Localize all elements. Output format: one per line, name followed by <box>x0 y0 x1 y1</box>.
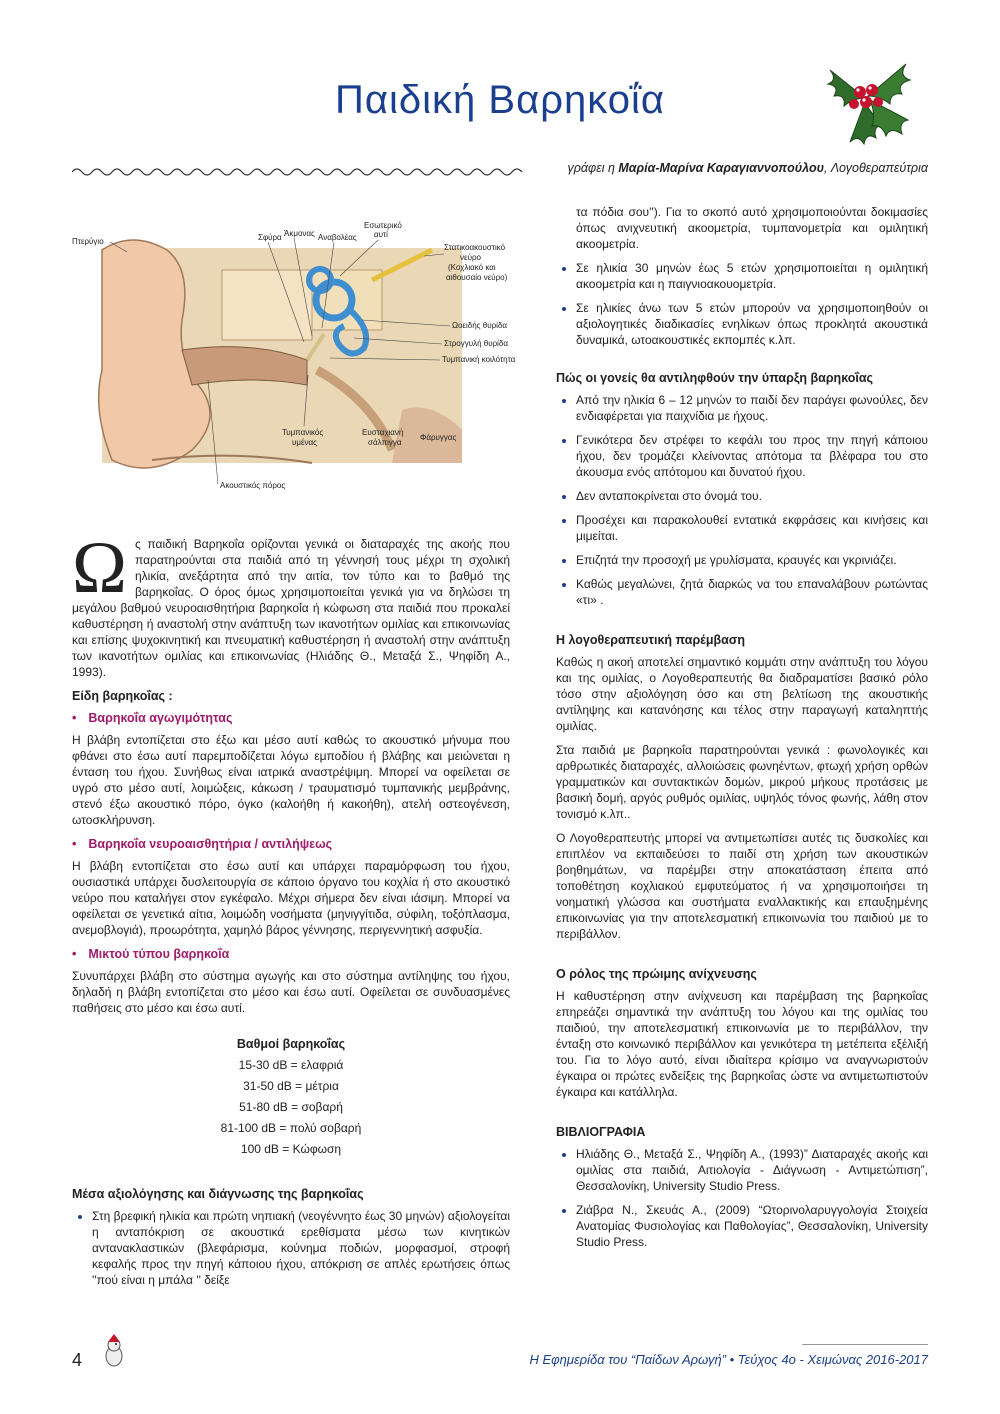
grades-heading: Βαθμοί βαρηκοΐας <box>236 1037 346 1051</box>
means-list-cont <box>556 260 928 348</box>
bibliography-heading: ΒΙΒΛΙΟΓΡΑΦΙΑ <box>556 1125 646 1139</box>
page-footer <box>72 1340 928 1380</box>
parents-heading: Πώς οι γονείς θα αντιληφθούν την ύπαρξη βαρηκοΐας <box>556 371 874 385</box>
type3-text: Συνυπάρχει βλάβη στο σύστημα αγωγής και στο σύστημα αντίληψης του ήχου, δηλαδή η βλάβη εντοπίζεται στο μέσο και έσω αυτί. Οφείλεται σε συνδυασμένες παθήσεις στο μέσο και έσω αυτί. <box>72 969 510 1015</box>
type2-title: • Βαρηκοΐα νευροαισθητήρια / αντιλήψεως <box>72 836 510 852</box>
label-inner-ear-1: Εσωτερικό <box>364 221 402 230</box>
early-detection-heading: Ο ρόλος της πρώιμης ανίχνευσης <box>556 967 757 981</box>
means-list <box>72 1208 510 1288</box>
footer-publication: Η Εφημερίδα του “Παίδων Αρωγή” • Τεύχος 4ο - Χειμώνας 2016-2017 <box>529 1352 928 1367</box>
footer-rule <box>802 1344 928 1345</box>
label-malleus: Αναβολέας <box>318 233 357 242</box>
label-nerve-3: (Κοχλιακό και <box>448 263 496 272</box>
grade-item: 51-80 dB = σοβαρή <box>239 1100 343 1114</box>
left-column <box>72 527 510 1296</box>
type2-text: Η βλάβη εντοπίζεται στο έσω αυτί και υπάρχει παραμόρφωση του ήχου, ουσιαστικά υπάρχει δυσλειτουργία σε κάποιο όργανο του κοχλία ή στο ακουστικό νεύρο που καταλήγει στον εγκέφαλο. Μέχρι σήμερα δεν είναι ιάσιμη. Μπορεί να οφείλεται σε γενετικά αίτια, λοιμώδη νοσήματα (μηνιγγίτιδα, σύφιλη, τοξόπλασμα, ανεμοβλογιά), προωρότητα, χαμηλό βάρος γέννησης, περιγεννητική ασφυξία. <box>72 859 510 937</box>
early-detection-text: Η καθυστέρηση στην ανίχνευση και παρέμβαση της βαρηκοΐας επηρεάζει σημαντικά την ανάπτυξη του λόγου και της ομιλίας του παιδιού, την αποτελεσματική επικοινωνία με το περιβάλλον, την ένταξη στο κοινωνικό περιβάλλον και γενικότερα τη μετέπειτα εξέλιξή του. Για το λόγο αυτό, είναι ιδιαίτερα κρίσιμο να αναγνωριστούν έγκαιρα οι πρώτες ενδείξεις της βαρηκοΐας ώστε να αντιμετωπιστούν έγκαιρα και κατάλληλα. <box>556 989 928 1099</box>
types-heading: Είδη βαρηκοΐας : <box>72 689 173 703</box>
type1-title: • Βαρηκοΐα αγωγιμότητας <box>72 710 510 726</box>
intro-paragraph: Ως παιδική Βαρηκοΐα ορίζονται γενικά οι διαταραχές της ακοής που παρατηρούνται στα παιδιά από τη γέννησή τους μέχρι τη σχολική ηλικία, ανεξάρτητα από την αιτία, τον τύπο και το βαθμό της βαρηκοΐας. Ο όρος όμως χρησιμοποιείται γενικά για να δηλώσει τη μεγάλου βαθμού νευροαισθητήρια βαρηκοΐα ή κώφωση στα παιδιά που προκαλεί καθυστέρηση ή αναστολή στην ανάπτυξη των ικανοτήτων ομιλίας και επικοινωνίας και επίσης ψυχοκινητική και πνευματική καθυστέρηση ή αναστολή στην ανάπτυξη των ικανοτήτων ομιλίας και επικοινωνίας (Ηλιάδης Θ., Μεταξά Σ., Ψηφίδη Α., 1993). <box>72 527 510 679</box>
list-item: • Σε ηλικία 30 μηνών έως 5 ετών χρησιμοποιείται η ομιλητική ακοομετρία και η παιγνιοακουομετρία. <box>576 260 928 292</box>
label-tympanic-cavity: Τυμπανική κοιλότητα <box>442 355 516 364</box>
hearing-grades <box>72 1034 510 1160</box>
list-item: • Σε ηλικίες άνω των 5 ετών μπορούν να χρησιμοποιηθούν οι αξιολογητικές διαδικασίες ενηλίκων όπως προκλητά ακουστικά δυναμικά, ωτοακουστικές εκπομπές κ.λπ. <box>576 300 928 348</box>
speech-paragraph-2: Στα παιδιά με βαρηκοΐα παρατηρούνται γενικά : φωνολογικές και αρθρωτικές διαταραχές, αλλοιώσεις φωνηέντων, φτωχή χρήση ορθών γραμματικών και συντακτικών δομών, μικρού μήκους προτάσεις με βασική δομή, αργός ρυθμός ομιλίας, υψηλός τόνος φωνής, λάθη στον τονισμό κ.λπ.. <box>556 743 928 821</box>
byline-row <box>72 158 928 182</box>
ear-anatomy-figure <box>72 210 527 500</box>
byline: γράφει η Μαρία-Μαρίνα Καραγιαννοπούλου, Λογοθεραπεύτρια <box>567 161 928 175</box>
label-inner-ear-2: αυτί <box>374 230 388 239</box>
list-item: • Στη βρεφική ηλικία και πρώτη νηπιακή (νεογέννητο έως 30 μηνών) αξιολογείται η ανταπόκριση σε ακουστικά ερεθίσματα μέσω των κινητικών αντανακλαστικών (βλεφάρισμα, κούνημα ποδιών, μορφασμοί, στροφή κεφαλής προς την πηγή κάποιου ήχου, απόκριση σε απλές ερωτήσεις όπως ''πού είναι η μπάλα '' δείξε <box>92 1208 510 1288</box>
page-title: Παιδική Βαρηκοΐα <box>335 78 665 122</box>
grade-item: 31-50 dB = μέτρια <box>243 1079 339 1093</box>
bird-icon <box>102 1334 126 1368</box>
list-item: • Επιζητά την προσοχή με γρυλίσματα, κραυγές και γκρινιάζει. <box>576 552 928 568</box>
list-item: • Γενικότερα δεν στρέφει το κεφάλι του προς την πηγή κάποιου ήχου, δεν τρομάζει κλείνοντας απότομα τα βλέφαρα του στο άκουσμα ενός απότομου και δυνατού ήχου. <box>576 432 928 480</box>
list-item: • Προσέχει και παρακολουθεί εντατικά εκφράσεις και κινήσεις και μιμείται. <box>576 512 928 544</box>
label-pharynx: Φάρυγγας <box>420 433 457 442</box>
speech-therapy-heading: Η λογοθεραπευτική παρέμβαση <box>556 633 745 647</box>
right-column <box>556 204 928 1258</box>
list-item: • Ηλιάδης Θ., Μεταξά Σ., Ψηφίδη Α., (1993)” Διαταραχές ακοής και ομιλίας στα παιδιά, Αιτιολογία - Διάγνωση - Αντιμετώπιση”, Θεσσαλονίκη, University Studio Press. <box>576 1146 928 1194</box>
label-stapes: Σφύρα <box>258 233 282 242</box>
label-nerve-2: νεύρο <box>460 253 481 262</box>
bibliography-list <box>556 1146 928 1250</box>
list-item: • Ζιάβρα Ν., Σκευάς Α., (2009) “Ωτορινολαρυγγολογία Στοιχεία Ανατομίας Φυσιολογίας και Παθολογίας”, Θεσσαλονίκη, University Studio Press. <box>576 1202 928 1250</box>
list-item: • Καθώς μεγαλώνει, ζητά διαρκώς να του επαναλάβουν ρωτώντας «τι» . <box>576 576 928 608</box>
label-ear-canal: Ακουστικός πόρος <box>220 481 286 490</box>
list-item: • Δεν ανταποκρίνεται στο όνομά του. <box>576 488 928 504</box>
grade-item: 15-30 dB = ελαφριά <box>238 1058 344 1072</box>
wave-divider <box>72 166 527 178</box>
speech-paragraph-1: Καθώς η ακοή αποτελεί σημαντικό κομμάτι στην ανάπτυξη του λόγου και της ομιλίας, ο Λογοθεραπευτής θα διαδραματίσει βασικό ρόλο τόσο στην αξιολόγηση όσο και στη βελτίωση της ακουστικής αντίληψης και κατανόησης και τέλος στην παραγωγή καταληπτής ομιλίας. <box>556 655 928 733</box>
label-round-window: Στρογγυλή θυρίδα <box>444 339 508 348</box>
page-number: 4 <box>72 1350 83 1370</box>
means-continuation: τα πόδια σου''). Για το σκοπό αυτό χρησιμοποιούνται δοκιμασίες όπως ανιχνευτική ακοομετρία, τυμπανομετρία και ομιλητική ακοομετρία. <box>576 205 928 251</box>
type1-text: Η βλάβη εντοπίζεται στο έξω και μέσο αυτί καθώς το ακουστικό μήνυμα που φθάνει στο έσω αυτί παρεμποδίζεται λόγω εμποδίου ή βλάβης και μειώνεται η ένταση του ήχου. Συνήθως είναι ιατρικά αναστρέψιμη. Μπορεί να οφείλεται σε υγρό στο μέσο αυτί, λοιμώξεις, κάκωση / τραυματισμό τυμπανικής μεμβράνης, στενό έξω ακουστικό πόρο, όγκο (καλοήθη ή κακοήθη), ατελή οστεογένεση, ωτοσκλήρυνση. <box>72 733 510 827</box>
label-oval-window: Ωοειδής θυρίδα <box>452 321 507 330</box>
type3-title: • Μικτού τύπου βαρηκοΐα <box>72 946 510 962</box>
label-nerve-4: αιθουσαίο νεύρο) <box>446 273 508 282</box>
label-tympanic-membrane-2: υμένας <box>292 438 318 447</box>
author-name: Μαρία-Μαρίνα Καραγιαννοπούλου <box>618 161 824 175</box>
means-heading: Μέσα αξιολόγησης και διάγνωσης της βαρηκοΐας <box>72 1187 364 1201</box>
list-item: • Από την ηλικία 6 – 12 μηνών το παιδί δεν παράγει φωνούλες, δεν ενδιαφέρεται για παιχνίδια με ήχους. <box>576 392 928 424</box>
label-pinna: Πτερύγιο <box>72 237 104 246</box>
label-incus: Άκμονας <box>284 229 315 238</box>
grade-item: 81-100 dB = πολύ σοβαρή <box>220 1121 362 1135</box>
holly-icon <box>810 50 920 150</box>
label-eustachian-1: Ευσταχιανή <box>362 428 404 437</box>
drop-cap: Ω <box>72 527 127 609</box>
parents-list <box>556 392 928 608</box>
label-nerve-1: Στατικοακουστικό <box>444 243 506 252</box>
grade-item: 100 dB = Κώφωση <box>240 1142 342 1156</box>
label-tympanic-membrane-1: Τυμπανικός <box>282 428 324 437</box>
speech-paragraph-3: Ο Λογοθεραπευτής μπορεί να αντιμετωπίσει αυτές τις δυσκολίες και επιπλέον να εκπαιδεύσει το παιδί στη χρήση των ακουστικών βοηθημάτων, να παρέμβει στην αποκατάσταση έπειτα από τοποθέτηση κοχλιακού εμφυτεύματος ή να χρησιμοποιήσει τη νοηματική γλώσσα και συστήματα εναλλακτικής και επαυξημένης επικοινωνίας για την αποτελεσματική επικοινωνία του παιδιού με το περιβάλλον. <box>556 831 928 941</box>
label-eustachian-2: σάλπιγγα <box>368 438 402 447</box>
